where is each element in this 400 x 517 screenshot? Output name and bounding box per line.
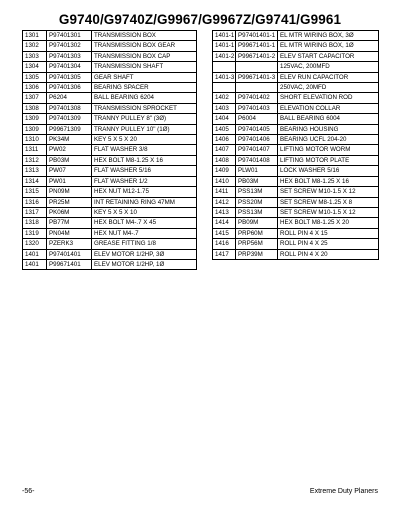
part-number-cell (236, 83, 278, 93)
table-row (23, 166, 197, 176)
table-row (23, 41, 197, 51)
ref-number-cell: 1401-2 (213, 51, 236, 61)
part-number-cell: P97401407 (236, 145, 278, 155)
table-row (23, 135, 197, 145)
part-number-cell: P97401308 (47, 103, 92, 113)
table-row (23, 51, 197, 61)
part-number-cell: PR25M (47, 197, 92, 207)
part-number-cell: P99671401-1 (236, 41, 278, 51)
part-number-cell: P99671401 (47, 259, 92, 269)
description-cell: HEX BOLT M4-.7 X 45 (92, 218, 197, 228)
ref-number-cell: 1313 (23, 166, 47, 176)
part-number-cell: P97401401 (47, 249, 92, 259)
part-number-cell: P97401302 (47, 41, 92, 51)
part-number-cell: P97401301 (47, 31, 92, 41)
part-number-cell: PB09M (236, 218, 278, 228)
description-cell: 250VAC, 20MFD (278, 83, 379, 93)
ref-number-cell: 1317 (23, 207, 47, 217)
table-row (213, 145, 379, 155)
description-cell: ELEV MOTOR 1/2HP, 1Ø (92, 259, 197, 269)
part-number-cell: P97401408 (236, 155, 278, 165)
ref-number-cell: 1320 (23, 239, 47, 249)
part-number-cell: PB03M (236, 176, 278, 186)
table-row (23, 249, 197, 259)
ref-number-cell: 1405 (213, 124, 236, 134)
description-cell: HEX NUT M12-1.75 (92, 187, 197, 197)
description-cell: BEARING HOUSING (278, 124, 379, 134)
part-number-cell: PW01 (47, 176, 92, 186)
table-row (23, 239, 197, 249)
table-row (213, 187, 379, 197)
part-number-cell: P97401403 (236, 103, 278, 113)
part-number-cell: P6004 (236, 114, 278, 124)
part-number-cell: PRP39M (236, 249, 278, 259)
table-row (213, 176, 379, 186)
description-cell: LIFTING MOTOR PLATE (278, 155, 379, 165)
table-row (213, 218, 379, 228)
table-row (23, 114, 197, 124)
table-row (213, 62, 379, 72)
table-row (23, 218, 197, 228)
table-row (23, 124, 197, 134)
part-number-cell: PW02 (47, 145, 92, 155)
description-cell: BEARING UCFL 204-20 (278, 135, 379, 145)
table-row (23, 197, 197, 207)
ref-number-cell: 1319 (23, 228, 47, 238)
part-number-cell: P97401304 (47, 62, 92, 72)
table-row (213, 51, 379, 61)
description-cell: ELEV RUN CAPACITOR (278, 72, 379, 82)
ref-number-cell (213, 83, 236, 93)
table-row (213, 93, 379, 103)
ref-number-cell: 1412 (213, 197, 236, 207)
ref-number-cell: 1402 (213, 93, 236, 103)
ref-number-cell: 1410 (213, 176, 236, 186)
description-cell: SET SCREW M10-1.5 X 12 (278, 207, 379, 217)
part-number-cell: PK34M (47, 135, 92, 145)
ref-number-cell: 1416 (213, 239, 236, 249)
ref-number-cell: 1409 (213, 166, 236, 176)
table-row (23, 83, 197, 93)
ref-number-cell: 1411 (213, 187, 236, 197)
description-cell: HEX BOLT M8-1.25 X 16 (278, 176, 379, 186)
description-cell: GREASE FITTING 1/8 (92, 239, 197, 249)
ref-number-cell: 1401 (23, 249, 47, 259)
description-cell: EL MTR WIRING BOX, 1Ø (278, 41, 379, 51)
table-row (213, 239, 379, 249)
ref-number-cell: 1408 (213, 155, 236, 165)
ref-number-cell: 1309 (23, 114, 47, 124)
description-cell: ELEVATION COLLAR (278, 103, 379, 113)
ref-number-cell: 1413 (213, 207, 236, 217)
description-cell: LOCK WASHER 5/16 (278, 166, 379, 176)
part-number-cell: P99671309 (47, 124, 92, 134)
part-number-cell: P97401405 (236, 124, 278, 134)
part-number-cell: P97401406 (236, 135, 278, 145)
part-number-cell: P97401306 (47, 83, 92, 93)
part-number-cell: PN09M (47, 187, 92, 197)
description-cell: BEARING SPACER (92, 83, 197, 93)
description-cell: SET SCREW M8-1.25 X 8 (278, 197, 379, 207)
table-row (213, 114, 379, 124)
table-row (213, 228, 379, 238)
table-row (23, 31, 197, 41)
description-cell: ROLL PIN 4 X 20 (278, 249, 379, 259)
ref-number-cell: 1414 (213, 218, 236, 228)
description-cell: TRANNY PULLEY 8" (3Ø) (92, 114, 197, 124)
ref-number-cell: 1301 (23, 31, 47, 41)
parts-table-right (212, 30, 379, 260)
description-cell: FLAT WASHER 5/16 (92, 166, 197, 176)
ref-number-cell: 1401-3 (213, 72, 236, 82)
description-cell: KEY 5 X 5 X 20 (92, 135, 197, 145)
ref-number-cell: 1305 (23, 72, 47, 82)
description-cell: TRANNY PULLEY 10" (1Ø) (92, 124, 197, 134)
table-row (23, 72, 197, 82)
ref-number-cell: 1415 (213, 228, 236, 238)
table-row (213, 103, 379, 113)
description-cell: TRANSMISSION BOX CAP (92, 51, 197, 61)
part-number-cell: P97401401-1 (236, 31, 278, 41)
table-row (213, 207, 379, 217)
ref-number-cell: 1403 (213, 103, 236, 113)
ref-number-cell: 1417 (213, 249, 236, 259)
ref-number-cell: 1407 (213, 145, 236, 155)
description-cell: SHORT ELEVATION ROD (278, 93, 379, 103)
description-cell: BALL BEARING 6004 (278, 114, 379, 124)
description-cell: 125VAC, 200MFD (278, 62, 379, 72)
description-cell: EL MTR WIRING BOX, 3Ø (278, 31, 379, 41)
part-number-cell: PSS20M (236, 197, 278, 207)
part-number-cell: P99671401-3 (236, 72, 278, 82)
description-cell: TRANSMISSION BOX (92, 31, 197, 41)
table-row (213, 155, 379, 165)
part-number-cell: PB77M (47, 218, 92, 228)
ref-number-cell: 1315 (23, 187, 47, 197)
ref-number-cell (213, 62, 236, 72)
part-number-cell: PSS13M (236, 207, 278, 217)
description-cell: FLAT WASHER 3/8 (92, 145, 197, 155)
ref-number-cell: 1318 (23, 218, 47, 228)
description-cell: ROLL PIN 4 X 25 (278, 239, 379, 249)
ref-number-cell: 1312 (23, 155, 47, 165)
description-cell: BALL BEARING 6204 (92, 93, 197, 103)
table-row (213, 166, 379, 176)
description-cell: KEY 5 X 5 X 10 (92, 207, 197, 217)
part-number-cell: P6204 (47, 93, 92, 103)
description-cell: TRANSMISSION SPROCKET (92, 103, 197, 113)
part-number-cell: PLW01 (236, 166, 278, 176)
description-cell: TRANSMISSION SHAFT (92, 62, 197, 72)
table-row (23, 93, 197, 103)
part-number-cell: PZERK3 (47, 239, 92, 249)
ref-number-cell: 1401-1 (213, 41, 236, 51)
page-title: G9740/G9740Z/G9967/G9967Z/G9741/G9961 (58, 12, 342, 27)
part-number-cell: P97401303 (47, 51, 92, 61)
ref-number-cell: 1401-1 (213, 31, 236, 41)
ref-number-cell: 1406 (213, 135, 236, 145)
table-row (213, 124, 379, 134)
ref-number-cell: 1310 (23, 135, 47, 145)
table-row (213, 72, 379, 82)
table-row (23, 103, 197, 113)
ref-number-cell: 1304 (23, 62, 47, 72)
table-row (23, 207, 197, 217)
table-row (213, 197, 379, 207)
part-number-cell: PW07 (47, 166, 92, 176)
table-row (23, 155, 197, 165)
table-row (23, 259, 197, 269)
description-cell: ELEV MOTOR 1/2HP, 3Ø (92, 249, 197, 259)
table-row (23, 187, 197, 197)
table-row (213, 135, 379, 145)
description-cell: LIFTING MOTOR WORM (278, 145, 379, 155)
part-number-cell: P97401402 (236, 93, 278, 103)
part-number-cell: PRP60M (236, 228, 278, 238)
table-row (213, 249, 379, 259)
ref-number-cell: 1404 (213, 114, 236, 124)
part-number-cell: P97401309 (47, 114, 92, 124)
ref-number-cell: 1303 (23, 51, 47, 61)
page-number: -56- (22, 488, 35, 495)
ref-number-cell: 1309 (23, 124, 47, 134)
table-row (213, 83, 379, 93)
part-number-cell: P99671401-2 (236, 51, 278, 61)
description-cell: INT RETAINING RING 47MM (92, 197, 197, 207)
part-number-cell (236, 62, 278, 72)
table-row (23, 228, 197, 238)
table-row (23, 176, 197, 186)
table-row (23, 62, 197, 72)
ref-number-cell: 1308 (23, 103, 47, 113)
parts-table-left (22, 30, 197, 270)
part-number-cell: P97401305 (47, 72, 92, 82)
ref-number-cell: 1311 (23, 145, 47, 155)
description-cell: ELEV START CAPACITOR (278, 51, 379, 61)
ref-number-cell: 1302 (23, 41, 47, 51)
ref-number-cell: 1316 (23, 197, 47, 207)
description-cell: HEX BOLT M8-1.25 X 16 (92, 155, 197, 165)
manual-title: Extreme Duty Planers (309, 488, 378, 495)
description-cell: GEAR SHAFT (92, 72, 197, 82)
table-row (213, 31, 379, 41)
part-number-cell: PB03M (47, 155, 92, 165)
description-cell: FLAT WASHER 1/2 (92, 176, 197, 186)
part-number-cell: PRP56M (236, 239, 278, 249)
part-number-cell: PSS13M (236, 187, 278, 197)
part-number-cell: PK06M (47, 207, 92, 217)
table-row (213, 41, 379, 51)
description-cell: HEX NUT M4-.7 (92, 228, 197, 238)
ref-number-cell: 1401 (23, 259, 47, 269)
ref-number-cell: 1306 (23, 83, 47, 93)
table-row (23, 145, 197, 155)
description-cell: ROLL PIN 4 X 15 (278, 228, 379, 238)
description-cell: HEX BOLT M8-1.25 X 20 (278, 218, 379, 228)
ref-number-cell: 1307 (23, 93, 47, 103)
ref-number-cell: 1314 (23, 176, 47, 186)
part-number-cell: PN04M (47, 228, 92, 238)
description-cell: SET SCREW M10-1.5 X 12 (278, 187, 379, 197)
description-cell: TRANSMISSION BOX GEAR (92, 41, 197, 51)
